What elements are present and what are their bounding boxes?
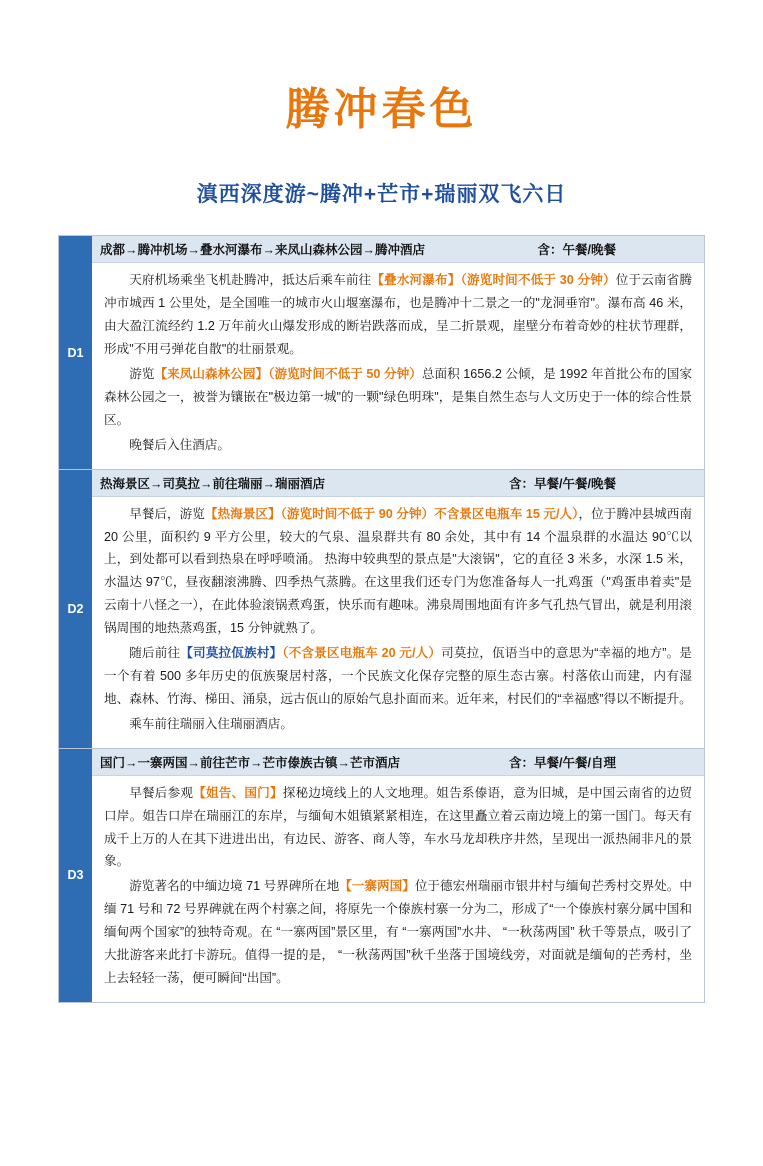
text-run: 探秘边境线上的人文地理。姐告系傣语，意为旧城，是中国云南省的边贸口岸。姐告口岸在瑞丽江的东岸，与缅甸木姐镇紧紧相连，在这里矗立着云南边境上的第一国门。每天有成千上万的人在其下进进出出，有边民、游客、商人等，车水马龙却秩序井然，呈现出一派热闹非凡的景象。 (104, 785, 693, 869)
day-content (92, 776, 704, 1002)
highlight-run: （游览时间不低于 50 分钟） (268, 367, 422, 382)
table-row (58, 235, 705, 468)
highlight-run: 【热海景区】 (204, 506, 281, 521)
day-tag: D1 (59, 236, 92, 468)
text-run: 晚餐后入住酒店。 (129, 437, 230, 452)
day-body (92, 749, 704, 1002)
highlight-run: 不含景区电瓶车 15 元/人） (434, 506, 579, 521)
highlight-run: 【叠水河瀑布】 (371, 273, 461, 288)
text-run: ，位于腾冲县城西南 20 公里，面积约 9 平方公里，较大的气泉、温泉群共有 80 余处，其中有 14 个温泉群的水温达 90℃以上，到处都可以看到热泉在呼呼喷涌。 热海中较典型的景点是"大滚锅"，它的直径 3 米多，水深 1.5 米，水温达 97℃，昼夜翻滚沸腾、四季热气蒸腾。在这里我们还专门为您准备每人一扎鸡蛋（"鸡蛋串着卖"是云南十八怪之一），在此体验滚锅煮鸡蛋，快乐而有趣味。沸泉周围地面有许多气孔热气冒出，就是利用滚锅周围的地热蒸鸡蛋，15 分钟就熟了。 (104, 506, 693, 636)
paragraph (104, 875, 692, 990)
day-header (92, 749, 704, 776)
text-run: 总面积 1656.2 公倾，是 1992 年首批公布的国家森林公园之一，被誉为镶嵌在"极边第一城"的一颗"绿色明珠"，是集自然生态与人文历史于一体的综合性景区。 (104, 367, 692, 427)
text-run: 司莫拉，佤语当中的意思为“幸福的地方”。是一个有着 500 多年历史的佤族聚居村落，一个民族文化保存完整的原生态古寨。村落依山而建，内有湿地、森林、竹海、梯田、涌泉，远古佤山的原始气息扑面而来。近年来，村民们的“幸福感”得以不断提升。 (104, 646, 692, 706)
text-run: 乘车前往瑞丽入住瑞丽酒店。 (129, 716, 293, 731)
text-run: 位于云南省腾冲市城西 1 公里处，是全国唯一的城市火山堰塞瀑布，也是腾冲十二景之一的"龙洞垂帘"。瀑布高 46 米，由大盈江流经约 1.2 万年前火山爆发形成的断岩跌落而成，呈二折景观，崖壁分布着奇妙的柱状节理群，形成"不用弓弹花自散"的壮丽景观。 (104, 273, 693, 357)
paragraph (104, 642, 692, 711)
day-meals: 含：早餐/午餐/自理 (509, 755, 616, 770)
day-header (92, 470, 704, 497)
day-meals: 含：早餐/午餐/晚餐 (509, 476, 616, 491)
highlight-run: （不含景区电瓶车 20 元/人） (282, 646, 442, 661)
day-body (92, 236, 704, 468)
paragraph (104, 363, 692, 432)
highlight-run: 【来凤山森林公园】 (154, 367, 269, 382)
text-run: 位于德宏州瑞丽市银井村与缅甸芒秀村交界处。中缅 71 号和 72 号界碑就在两个村寨之间，将原先一个傣族村寨一分为二，形成了“一个傣族村寨分属中国和缅甸两个国家”的独特奇观。在 “一寨两国”景区里，有 “一寨两国”水井、 “一秋荡两国” 秋千等景点，吸引了大批游客来此打卡游玩。值得一提的是， “一秋荡两国”秋千坐落于国境线旁，对面就是缅甸的芒秀村，坐上去轻轻一荡，便可瞬间“出国”。 (104, 879, 693, 985)
itinerary-page (0, 86, 763, 1003)
paragraph (104, 782, 692, 874)
text-run: 游览 (129, 367, 155, 382)
text-run: 天府机场乘坐飞机赴腾冲，抵达后乘车前往 (129, 273, 372, 288)
highlight-run: 【姐告、国门】 (193, 785, 283, 800)
day-body (92, 470, 704, 748)
highlight-run: （游览时间不低于 30 分钟） (460, 273, 616, 288)
table-row (58, 748, 705, 1003)
paragraph (104, 434, 692, 457)
text-run: 早餐后参观 (129, 785, 194, 800)
page-subtitle: 滇西深度游~腾冲+芒市+瑞丽双飞六日 (196, 183, 567, 207)
day-header (92, 236, 704, 263)
day-tag: D3 (59, 749, 92, 1002)
highlight-run: 【一寨两国】 (339, 879, 415, 894)
day-meals: 含：午餐/晚餐 (537, 243, 616, 258)
highlight-run: 【司莫拉佤族村】 (180, 646, 283, 661)
table-row (58, 469, 705, 748)
day-content (92, 263, 704, 468)
text-run: 游览著名的中缅边境 71 号界碑所在地 (129, 879, 340, 894)
day-route: 国门→一寨两国→前往芒市→芒市傣族古镇→芒市酒店 (100, 755, 401, 770)
highlight-run: （游览时间不低于 90 分钟） (280, 506, 435, 521)
day-route: 热海景区→司莫拉→前往瑞丽→瑞丽酒店 (100, 476, 326, 491)
day-tag: D2 (59, 470, 92, 748)
paragraph (104, 713, 692, 736)
paragraph (104, 503, 692, 640)
itinerary-table (58, 235, 705, 1002)
day-content (92, 497, 704, 748)
text-run: 早餐后，游览 (129, 506, 205, 521)
paragraph (104, 269, 692, 361)
page-title: 腾冲春色 (285, 84, 478, 135)
day-route: 成都→腾冲机场→叠水河瀑布→来凤山森林公园→腾冲酒店 (100, 243, 426, 258)
text-run: 随后前往 (129, 646, 181, 661)
